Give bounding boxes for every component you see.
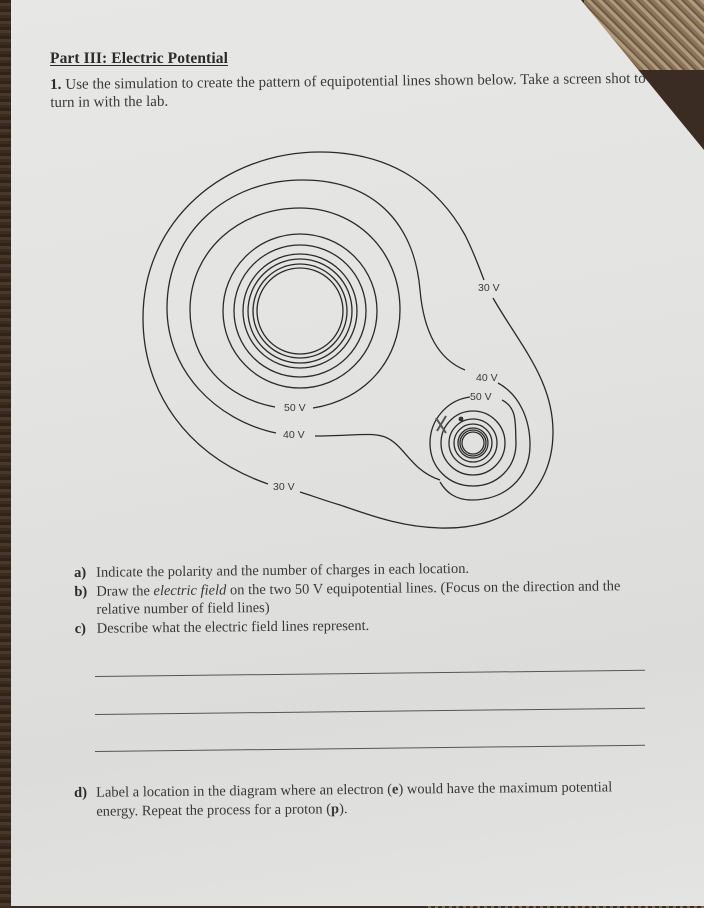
- sensor-dot-icon: [459, 417, 464, 422]
- sub-question-b-post: on the two 50 V equipotential lines. (Focus on the direction and the relative number of field lines): [96, 577, 621, 618]
- large-charge-rings: [223, 234, 377, 388]
- sub-questions-list: [74, 558, 655, 638]
- sub-question-d-mark: d): [74, 784, 88, 801]
- label-50v-large: 50 V: [284, 402, 306, 414]
- label-40v-large: 40 V: [283, 429, 305, 441]
- sub-question-d: [74, 778, 654, 821]
- probe-marker-icon: [436, 416, 446, 433]
- label-30v-left: 30 V: [273, 481, 295, 493]
- sub-question-b: [74, 576, 654, 619]
- section-heading: Part III: Electric Potential: [50, 50, 228, 67]
- sub-question-d-mid: ) would have the maximum potential energy. Repeat the process for a proton (: [96, 779, 613, 820]
- sub-question-b-mark: b): [74, 583, 88, 600]
- sub-question-c-mark: c): [74, 620, 87, 637]
- sub-question-a-mark: a): [74, 564, 87, 581]
- label-50v-small: 50 V: [470, 391, 492, 403]
- sub-question-c-text: Describe what the electric field lines represent.: [96, 617, 370, 637]
- label-40v-small: 40 V: [476, 372, 498, 384]
- contour-30v-outer-right: [143, 152, 484, 484]
- sub-question-d-pre: Label a location in the diagram where an electron (: [96, 781, 393, 801]
- question-1-text: Use the simulation to create the pattern of equipotential lines shown below. Take a screen shot to turn in with the lab.: [50, 70, 646, 111]
- contour-40v-left: [167, 180, 465, 433]
- label-30v-right: 30 V: [478, 282, 500, 294]
- sub-question-b-emphasis: electric field: [153, 581, 227, 599]
- sub-question-a-text: Indicate the polarity and the number of charges in each location.: [96, 560, 470, 581]
- small-charge-rings: [441, 411, 505, 475]
- electron-symbol: e: [391, 781, 399, 798]
- sub-question-b-pre: Draw the: [96, 582, 154, 600]
- sub-question-d-post: ).: [339, 800, 348, 817]
- contour-50v-large: [190, 208, 400, 408]
- contour-40v-large: [315, 434, 440, 480]
- question-d-list: [74, 778, 654, 821]
- proton-symbol: p: [330, 800, 340, 817]
- question-number: 1.: [50, 76, 62, 93]
